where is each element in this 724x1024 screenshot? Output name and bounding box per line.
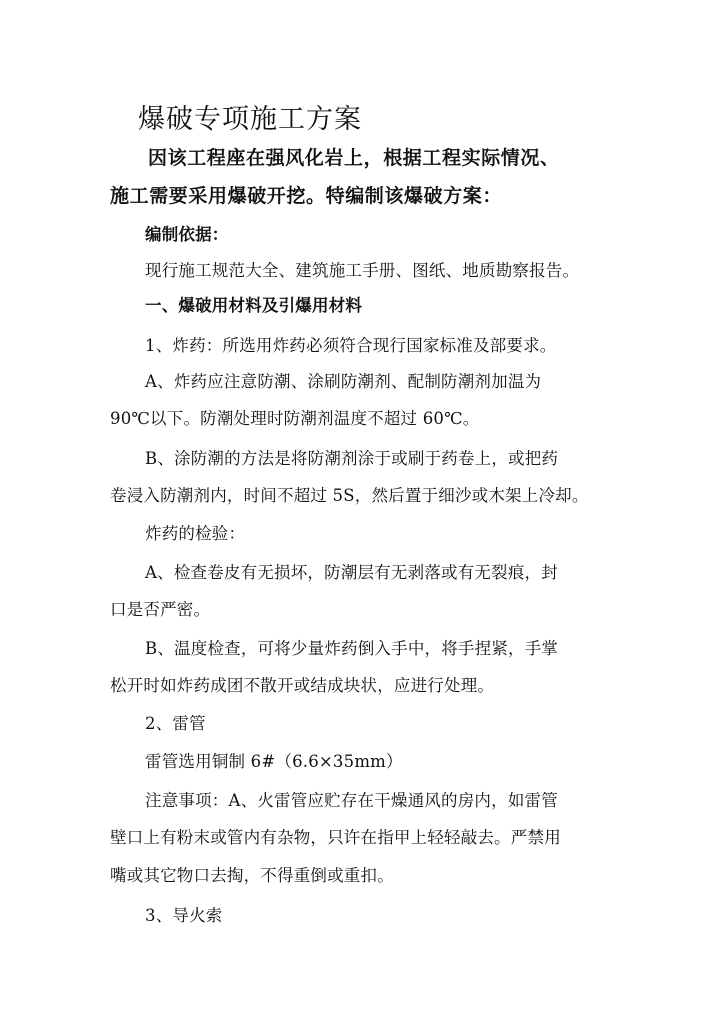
basis-heading: 编制依据： [145,225,229,244]
item-1-b-line-1: B、涂防潮的方法是将防潮剂涂于或刷于药卷上，或把药 [145,449,559,468]
section-1-heading: 一、爆破用材料及引爆用材料 [145,296,363,315]
inspection-heading: 炸药的检验： [145,524,246,543]
item-1-a-line-1: A、炸药应注意防潮、涂刷防潮剂、配制防潮剂加温为 [145,372,542,391]
item-1-b-line-2: 卷浸入防潮剂内，时间不超过 5S，然后置于细沙或木架上冷却。 [110,486,589,505]
inspection-b-line-1: B、温度检查，可将少量炸药倒入手中，将手捏紧，手掌 [145,639,559,658]
inspection-a-line-1: A、检查卷皮有无损坏，防潮层有无剥落或有无裂痕，封 [145,563,558,582]
item-2-notes-line-3: 嘴或其它物口去掏，不得重倒或重扣。 [110,866,394,885]
intro-line-1: 因该工程座在强风化岩上，根据工程实际情况、 [148,147,560,169]
item-1-a-line-2: 90℃以下。防潮处理时防潮剂温度不超过 60℃。 [110,409,480,428]
intro-line-2: 施工需要采用爆破开挖。特编制该爆破方案： [110,185,503,207]
document-title: 爆破专项施工方案 [138,104,362,135]
basis-text: 现行施工规范大全、建筑施工手册、图纸、地质勘察报告。 [145,261,580,280]
item-1-explosives: 1、炸药：所选用炸药必须符合现行国家标准及部要求。 [145,336,557,355]
item-2-notes-line-2: 壁口上有粉末或管内有杂物，只许在指甲上轻轻敲去。严禁用 [110,828,561,847]
item-3-fuse: 3、导火索 [145,906,223,925]
inspection-b-line-2: 松开时如炸药成团不散开或结成块状，应进行处理。 [110,676,495,695]
item-2-notes-line-1: 注意事项：A、火雷管应贮存在干燥通风的房内，如雷管 [145,791,558,810]
item-2-spec: 雷管选用铜制 6#（6.6×35mm） [145,752,403,771]
item-2-detonator: 2、雷管 [145,714,206,733]
inspection-a-line-2: 口是否严密。 [110,600,211,619]
